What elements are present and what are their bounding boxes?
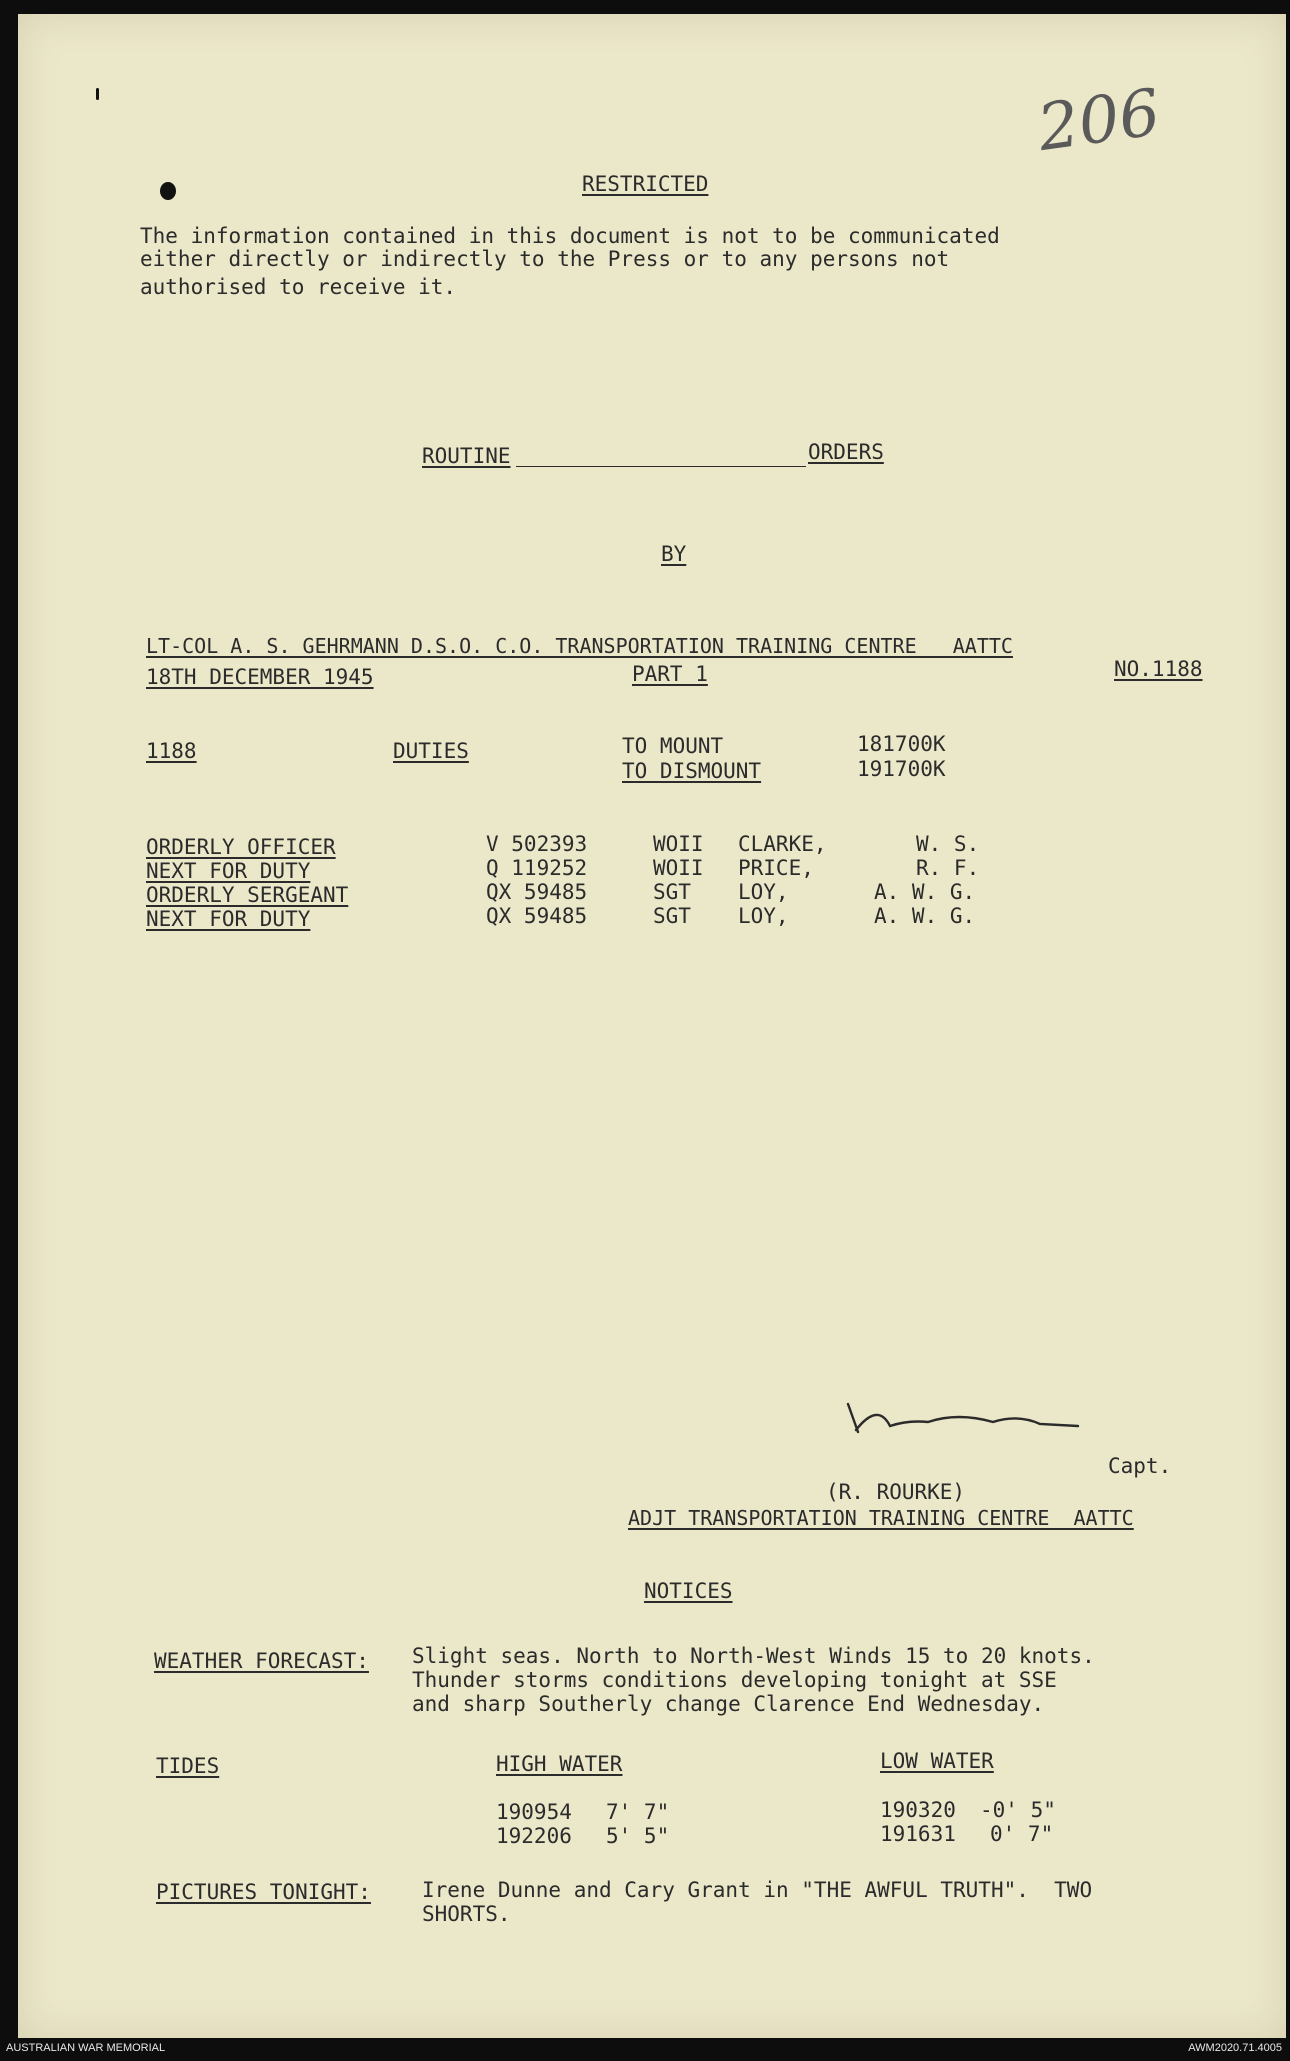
weather-line-3: and sharp Southerly change Clarence End Wednesday. [412,1692,1045,1716]
pictures-line-1: Irene Dunne and Cary Grant in "THE AWFUL TRUTH". TWO [422,1878,1093,1902]
duty-role: NEXT FOR DUTY [146,907,311,931]
duty-role: ORDERLY SERGEANT [146,883,349,907]
document-page [18,14,1286,2038]
low-height: 0' 7" [990,1822,1054,1846]
title-orders: ORDERS [808,440,884,464]
duty-initials: A. W. G. [874,904,976,928]
duty-initials: R. F. [916,856,980,880]
high-height: 5' 5" [606,1824,670,1848]
mount-label: TO MOUNT [622,734,724,758]
pictures-line-2: SHORTS. [422,1902,511,1926]
duty-rank: WOII [653,832,704,856]
duty-rank: WOII [653,856,704,880]
low-height: -0' 5" [980,1798,1056,1822]
title-by: BY [661,542,687,566]
high-time: 190954 [496,1800,572,1824]
signature-rank: Capt. [1108,1454,1172,1478]
duty-initials: W. S. [916,832,980,856]
low-water-label: LOW WATER [880,1749,994,1773]
duty-initials: A. W. G. [874,880,976,904]
notice-line-3: authorised to receive it. [140,275,457,299]
weather-line-2: Thunder storms conditions developing tonight at SSE [412,1668,1057,1692]
duty-number: QX 59485 [486,904,588,928]
duty-name: LOY, [738,904,789,928]
title-rule [516,466,806,467]
tides-label: TIDES [156,1754,220,1778]
high-time: 192206 [496,1824,572,1848]
punch-mark [96,88,99,100]
pictures-label: PICTURES TONIGHT: [156,1880,371,1904]
archive-credit: AUSTRALIAN WAR MEMORIAL [6,2042,166,2054]
mount-time: 181700K [857,732,946,756]
folio-number: 206 [1033,75,1165,167]
low-time: 190320 [880,1798,956,1822]
duty-number: V 502393 [486,832,588,856]
high-water-label: HIGH WATER [496,1752,623,1776]
duties-heading: DUTIES [393,739,469,763]
dismount-time: 191700K [857,757,946,781]
duty-role: ORDERLY OFFICER [146,835,336,859]
classification-heading: RESTRICTED [582,172,709,196]
order-date: 18TH DECEMBER 1945 [146,665,374,689]
notice-line-1: The information contained in this document is not to be communicated [140,224,1000,248]
duties-order-no: 1188 [146,739,197,763]
low-time: 191631 [880,1822,956,1846]
commander-line: LT-COL A. S. GEHRMANN D.S.O. C.O. TRANSPORTATION TRAINING CENTRE AATTC [146,634,1013,658]
signature-name: (R. ROURKE) [826,1480,966,1504]
duty-number: Q 119252 [486,856,588,880]
weather-label: WEATHER FORECAST: [154,1649,369,1673]
notices-heading: NOTICES [644,1579,733,1603]
punch-hole [160,182,176,200]
duty-name: LOY, [738,880,789,904]
order-number: NO.1188 [1114,657,1203,681]
duty-number: QX 59485 [486,880,588,904]
duty-rank: SGT [653,880,691,904]
duty-rank: SGT [653,904,691,928]
duty-name: CLARKE, [738,832,827,856]
signature-scrawl [818,1382,1118,1452]
order-part: PART 1 [632,662,708,686]
high-height: 7' 7" [606,1800,670,1824]
duty-name: PRICE, [738,856,814,880]
weather-line-1: Slight seas. North to North-West Winds 15 to 20 knots. [412,1644,1095,1668]
archive-reference: AWM2020.71.4005 [1188,2042,1282,2054]
title-routine: ROUTINE [422,444,511,468]
signature-position: ADJT TRANSPORTATION TRAINING CENTRE AATTC [628,1506,1134,1530]
dismount-label: TO DISMOUNT [622,759,762,783]
notice-line-2: either directly or indirectly to the Press or to any persons not [140,247,950,271]
duty-role: NEXT FOR DUTY [146,859,311,883]
